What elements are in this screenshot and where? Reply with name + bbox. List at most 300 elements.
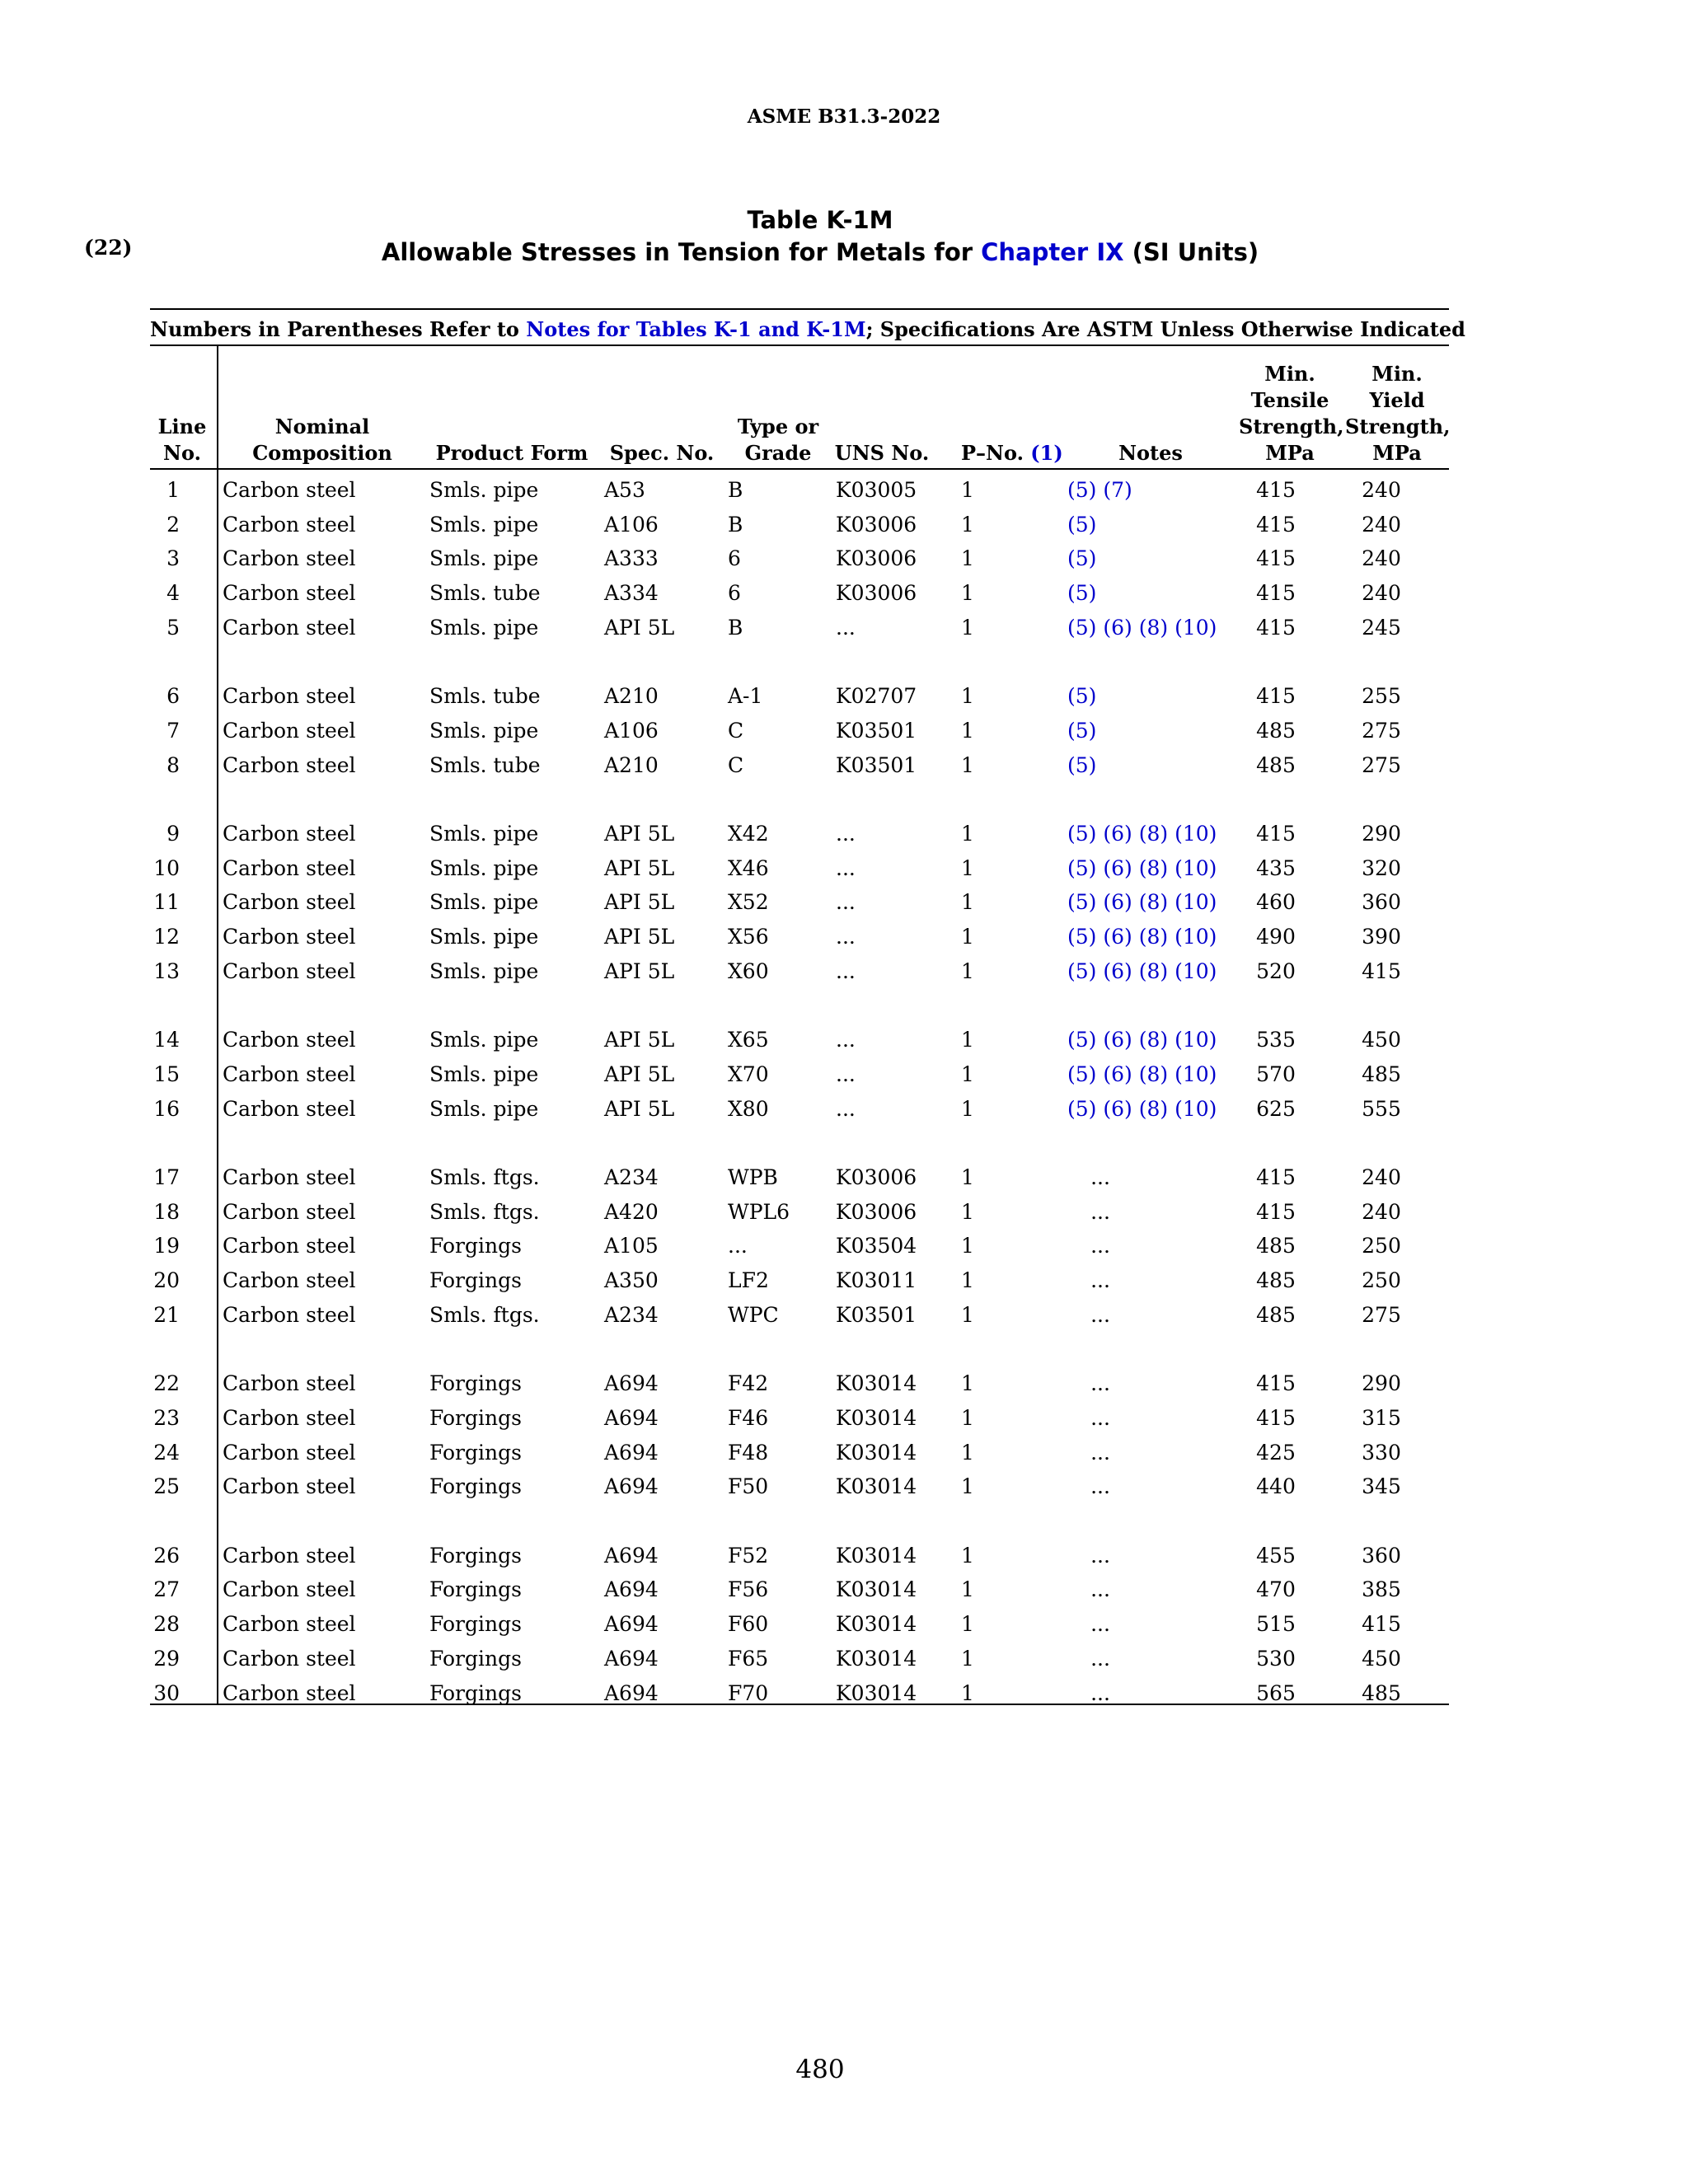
nominal-composition-cell: Carbon steel xyxy=(223,512,356,537)
line-number-cell: 24 xyxy=(153,1440,180,1465)
min-tensile-strength-cell: 470 xyxy=(1256,1577,1296,1602)
type-grade-cell: X65 xyxy=(728,1028,769,1052)
nominal-composition-cell: Carbon steel xyxy=(223,1268,356,1293)
min-yield-strength-cell: 485 xyxy=(1362,1680,1401,1705)
type-grade-cell: F56 xyxy=(728,1577,769,1602)
type-grade-cell: WPC xyxy=(728,1302,779,1327)
spec-number-cell: API 5L xyxy=(604,1028,675,1052)
p-number-cell: 1 xyxy=(961,512,974,537)
nominal-composition-cell: Carbon steel xyxy=(223,1680,356,1705)
uns-number-cell: K03014 xyxy=(836,1646,917,1671)
notes-cell: ... xyxy=(1090,1371,1110,1396)
min-yield-strength-cell: 415 xyxy=(1362,958,1401,983)
product-form-cell: Forgings xyxy=(429,1268,522,1293)
p-number-cell: 1 xyxy=(961,1371,974,1396)
spec-number-cell: API 5L xyxy=(604,615,675,640)
min-yield-strength-cell: 315 xyxy=(1362,1405,1401,1430)
table-row xyxy=(150,955,1449,988)
min-tensile-strength-cell: 485 xyxy=(1256,718,1296,743)
min-yield-strength-cell: 240 xyxy=(1362,1165,1401,1189)
nominal-composition-cell: Carbon steel xyxy=(223,1612,356,1637)
line-number-cell: 6 xyxy=(166,684,180,709)
product-form-cell: Smls. pipe xyxy=(429,822,539,846)
nominal-composition-cell: Carbon steel xyxy=(223,822,356,846)
header-notes: Notes xyxy=(1118,441,1183,465)
nominal-composition-cell: Carbon steel xyxy=(223,1199,356,1224)
spec-number-cell: A234 xyxy=(604,1302,659,1327)
chapter-link[interactable]: Chapter IX xyxy=(981,238,1124,266)
notes-cell[interactable]: (5) (6) (8) (10) xyxy=(1067,890,1217,915)
min-tensile-strength-cell: 485 xyxy=(1256,752,1296,777)
spec-number-cell: A694 xyxy=(604,1680,659,1705)
p-number-cell: 1 xyxy=(961,615,974,640)
type-grade-cell: F60 xyxy=(728,1612,769,1637)
product-form-cell: Forgings xyxy=(429,1577,522,1602)
p-number-cell: 1 xyxy=(961,1440,974,1465)
min-tensile-strength-cell: 415 xyxy=(1256,512,1296,537)
p-number-cell: 1 xyxy=(961,1474,974,1499)
spec-number-cell: A106 xyxy=(604,512,659,537)
spec-number-cell: A234 xyxy=(604,1165,659,1189)
spec-number-cell: API 5L xyxy=(604,1062,675,1086)
spec-number-cell: A350 xyxy=(604,1268,659,1293)
uns-number-cell: K03014 xyxy=(836,1577,917,1602)
type-grade-cell: X56 xyxy=(728,925,769,949)
header-product-form: Product Form xyxy=(435,441,588,465)
caption-suffix: ; Specifications Are ASTM Unless Otherwise Indicated xyxy=(865,317,1465,341)
product-form-cell: Forgings xyxy=(429,1612,522,1637)
type-grade-cell: A-1 xyxy=(728,684,763,709)
notes-cell[interactable]: (5) (6) (8) (10) xyxy=(1067,822,1217,846)
notes-cell[interactable]: (5) xyxy=(1067,581,1097,606)
product-form-cell: Smls. ftgs. xyxy=(429,1165,540,1189)
table-title-prefix: Allowable Stresses in Tension for Metals for xyxy=(381,238,982,266)
min-yield-strength-cell: 240 xyxy=(1362,546,1401,571)
uns-number-cell: K02707 xyxy=(836,684,917,709)
notes-cell[interactable]: (5) (7) xyxy=(1067,478,1132,502)
min-tensile-strength-cell: 565 xyxy=(1256,1680,1296,1705)
min-tensile-strength-cell: 485 xyxy=(1256,1268,1296,1293)
min-tensile-strength-cell: 485 xyxy=(1256,1234,1296,1258)
notes-cell[interactable]: (5) (6) (8) (10) xyxy=(1067,1028,1217,1052)
uns-number-cell: ... xyxy=(836,958,856,983)
table-row xyxy=(150,1367,1449,1400)
header-line-no: Line No. xyxy=(157,415,207,465)
notes-cell[interactable]: (5) xyxy=(1067,546,1097,571)
p-number-cell: 1 xyxy=(961,958,974,983)
product-form-cell: Smls. pipe xyxy=(429,478,539,502)
type-grade-cell: LF2 xyxy=(728,1268,769,1293)
table-row xyxy=(150,1573,1449,1606)
table-number: Table K-1M xyxy=(747,206,893,234)
caption-prefix: Numbers in Parentheses Refer to xyxy=(150,317,527,341)
table-row xyxy=(150,1058,1449,1091)
table-row xyxy=(150,509,1449,541)
table-row xyxy=(150,1161,1449,1194)
product-form-cell: Smls. pipe xyxy=(429,1062,539,1086)
min-yield-strength-cell: 485 xyxy=(1362,1062,1401,1086)
min-yield-strength-cell: 320 xyxy=(1362,855,1401,880)
line-number-cell: 16 xyxy=(153,1096,180,1121)
nominal-composition-cell: Carbon steel xyxy=(223,752,356,777)
notes-cell[interactable]: (5) xyxy=(1067,718,1097,743)
spec-number-cell: A105 xyxy=(604,1234,659,1258)
uns-number-cell: K03014 xyxy=(836,1405,917,1430)
notes-cell: ... xyxy=(1090,1199,1110,1224)
min-tensile-strength-cell: 425 xyxy=(1256,1440,1296,1465)
min-tensile-strength-cell: 415 xyxy=(1256,1371,1296,1396)
min-tensile-strength-cell: 435 xyxy=(1256,855,1296,880)
nominal-composition-cell: Carbon steel xyxy=(223,1028,356,1052)
min-tensile-strength-cell: 520 xyxy=(1256,958,1296,983)
header-yield: Min. Yield Strength, MPa xyxy=(1345,362,1451,465)
nominal-composition-cell: Carbon steel xyxy=(223,1577,356,1602)
type-grade-cell: B xyxy=(728,615,743,640)
nominal-composition-cell: Carbon steel xyxy=(223,855,356,880)
p-number-cell: 1 xyxy=(961,1165,974,1189)
uns-number-cell: ... xyxy=(836,1028,856,1052)
min-yield-strength-cell: 290 xyxy=(1362,1371,1401,1396)
min-tensile-strength-cell: 530 xyxy=(1256,1646,1296,1671)
p-number-cell: 1 xyxy=(961,1646,974,1671)
table-row xyxy=(150,818,1449,851)
notes-cell: ... xyxy=(1090,1612,1110,1637)
spec-number-cell: API 5L xyxy=(604,855,675,880)
table-top-rule xyxy=(150,308,1449,310)
product-form-cell: Forgings xyxy=(429,1474,522,1499)
notes-cell[interactable]: (5) (6) (8) (10) xyxy=(1067,958,1217,983)
uns-number-cell: ... xyxy=(836,1096,856,1121)
nominal-composition-cell: Carbon steel xyxy=(223,1474,356,1499)
min-tensile-strength-cell: 415 xyxy=(1256,822,1296,846)
product-form-cell: Forgings xyxy=(429,1680,522,1705)
notes-cell: ... xyxy=(1090,1268,1110,1293)
nominal-composition-cell: Carbon steel xyxy=(223,684,356,709)
min-yield-strength-cell: 450 xyxy=(1362,1028,1401,1052)
uns-number-cell: K03006 xyxy=(836,1199,917,1224)
product-form-cell: Smls. pipe xyxy=(429,855,539,880)
product-form-cell: Smls. pipe xyxy=(429,1096,539,1121)
min-yield-strength-cell: 390 xyxy=(1362,925,1401,949)
line-number-cell: 15 xyxy=(153,1062,180,1086)
nominal-composition-cell: Carbon steel xyxy=(223,1405,356,1430)
nominal-composition-cell: Carbon steel xyxy=(223,478,356,502)
nominal-composition-cell: Carbon steel xyxy=(223,1646,356,1671)
type-grade-cell: F42 xyxy=(728,1371,769,1396)
uns-number-cell: ... xyxy=(836,1062,856,1086)
min-tensile-strength-cell: 570 xyxy=(1256,1062,1296,1086)
product-form-cell: Forgings xyxy=(429,1646,522,1671)
notes-cell[interactable]: (5) (6) (8) (10) xyxy=(1067,855,1217,880)
table-bottom-rule xyxy=(150,1704,1449,1705)
uns-number-cell: K03014 xyxy=(836,1474,917,1499)
p-number-cell: 1 xyxy=(961,1302,974,1327)
running-head: ASME B31.3-2022 xyxy=(747,105,941,128)
p-number-cell: 1 xyxy=(961,1199,974,1224)
min-tensile-strength-cell: 440 xyxy=(1256,1474,1296,1499)
nominal-composition-cell: Carbon steel xyxy=(223,581,356,606)
min-tensile-strength-cell: 415 xyxy=(1256,1405,1296,1430)
uns-number-cell: K03501 xyxy=(836,752,917,777)
header-composition: Nominal Composition xyxy=(252,415,392,465)
uns-number-cell: K03006 xyxy=(836,546,917,571)
table-row xyxy=(150,680,1449,713)
p-number-cell: 1 xyxy=(961,752,974,777)
product-form-cell: Smls. ftgs. xyxy=(429,1302,540,1327)
p-number-cell: 1 xyxy=(961,1577,974,1602)
uns-number-cell: K03501 xyxy=(836,1302,917,1327)
spec-number-cell: A694 xyxy=(604,1371,659,1396)
notes-cell[interactable]: (5) (6) (8) (10) xyxy=(1067,1062,1217,1086)
line-number-cell: 27 xyxy=(153,1577,180,1602)
p-number-cell: 1 xyxy=(961,890,974,915)
min-tensile-strength-cell: 625 xyxy=(1256,1096,1296,1121)
uns-number-cell: K03014 xyxy=(836,1612,917,1637)
min-yield-strength-cell: 330 xyxy=(1362,1440,1401,1465)
notes-link[interactable]: Notes for Tables K-1 and K-1M xyxy=(526,317,866,341)
nominal-composition-cell: Carbon steel xyxy=(223,1096,356,1121)
min-tensile-strength-cell: 415 xyxy=(1256,546,1296,571)
notes-cell: ... xyxy=(1090,1543,1110,1568)
p-number-cell: 1 xyxy=(961,1543,974,1568)
line-number-cell: 29 xyxy=(153,1646,180,1671)
notes-cell: ... xyxy=(1090,1646,1110,1671)
notes-cell[interactable]: (5) (6) (8) (10) xyxy=(1067,615,1217,640)
uns-number-cell: K03006 xyxy=(836,512,917,537)
table-row xyxy=(150,1436,1449,1469)
nominal-composition-cell: Carbon steel xyxy=(223,958,356,983)
table-title-suffix: (SI Units) xyxy=(1123,238,1259,266)
min-tensile-strength-cell: 515 xyxy=(1256,1612,1296,1637)
type-grade-cell: B xyxy=(728,478,743,502)
p-number-cell: 1 xyxy=(961,684,974,709)
min-yield-strength-cell: 275 xyxy=(1362,718,1401,743)
uns-number-cell: K03014 xyxy=(836,1371,917,1396)
product-form-cell: Smls. tube xyxy=(429,684,541,709)
uns-number-cell: ... xyxy=(836,822,856,846)
header-tensile: Min. Tensile Strength, MPa xyxy=(1239,362,1344,465)
nominal-composition-cell: Carbon steel xyxy=(223,546,356,571)
nominal-composition-cell: Carbon steel xyxy=(223,1440,356,1465)
table-title xyxy=(0,238,1640,266)
p-number-cell: 1 xyxy=(961,1062,974,1086)
product-form-cell: Smls. pipe xyxy=(429,890,539,915)
header-grade: Type or Grade xyxy=(737,415,819,465)
spec-number-cell: A210 xyxy=(604,752,659,777)
table-row xyxy=(150,1196,1449,1229)
product-form-cell: Forgings xyxy=(429,1234,522,1258)
table-row xyxy=(150,886,1449,919)
table-row xyxy=(150,1299,1449,1332)
product-form-cell: Forgings xyxy=(429,1371,522,1396)
min-yield-strength-cell: 345 xyxy=(1362,1474,1401,1499)
uns-number-cell: K03014 xyxy=(836,1543,917,1568)
type-grade-cell: WPL6 xyxy=(728,1199,790,1224)
type-grade-cell: C xyxy=(728,718,744,743)
notes-cell[interactable]: (5) xyxy=(1067,752,1097,777)
p-number-cell: 1 xyxy=(961,1028,974,1052)
line-number-cell: 20 xyxy=(153,1268,180,1293)
notes-cell: ... xyxy=(1090,1234,1110,1258)
nominal-composition-cell: Carbon steel xyxy=(223,1062,356,1086)
line-number-cell: 8 xyxy=(166,752,180,777)
table-row xyxy=(150,1264,1449,1297)
uns-number-cell: ... xyxy=(836,925,856,949)
min-tensile-strength-cell: 460 xyxy=(1256,890,1296,915)
notes-cell[interactable]: (5) (6) (8) (10) xyxy=(1067,1096,1217,1121)
type-grade-cell: ... xyxy=(728,1234,748,1258)
min-tensile-strength-cell: 535 xyxy=(1256,1028,1296,1052)
table-row xyxy=(150,921,1449,954)
line-number-cell: 3 xyxy=(166,546,180,571)
table-row xyxy=(150,1643,1449,1675)
uns-number-cell: K03501 xyxy=(836,718,917,743)
line-number-cell: 11 xyxy=(153,890,180,915)
line-number-cell: 22 xyxy=(153,1371,180,1396)
min-tensile-strength-cell: 415 xyxy=(1256,615,1296,640)
p-number-cell: 1 xyxy=(961,1096,974,1121)
nominal-composition-cell: Carbon steel xyxy=(223,890,356,915)
p-number-cell: 1 xyxy=(961,822,974,846)
min-yield-strength-cell: 255 xyxy=(1362,684,1401,709)
table-row xyxy=(150,852,1449,885)
notes-cell: ... xyxy=(1090,1474,1110,1499)
p-number-cell: 1 xyxy=(961,1234,974,1258)
line-number-cell: 5 xyxy=(166,615,180,640)
min-tensile-strength-cell: 415 xyxy=(1256,1165,1296,1189)
table-row xyxy=(150,1608,1449,1641)
type-grade-cell: 6 xyxy=(728,546,741,571)
type-grade-cell: B xyxy=(728,512,743,537)
line-number-cell: 4 xyxy=(166,581,180,606)
type-grade-cell: F52 xyxy=(728,1543,769,1568)
p-number-cell: 1 xyxy=(961,1612,974,1637)
product-form-cell: Smls. pipe xyxy=(429,925,539,949)
caption-rule xyxy=(150,344,1449,346)
spec-number-cell: A694 xyxy=(604,1543,659,1568)
product-form-cell: Smls. pipe xyxy=(429,615,539,640)
notes-cell[interactable]: (5) (6) (8) (10) xyxy=(1067,925,1217,949)
uns-number-cell: ... xyxy=(836,615,856,640)
line-number-cell: 17 xyxy=(153,1165,180,1189)
product-form-cell: Smls. tube xyxy=(429,581,541,606)
min-yield-strength-cell: 240 xyxy=(1362,581,1401,606)
table-row xyxy=(150,1470,1449,1503)
table-row xyxy=(150,542,1449,575)
min-yield-strength-cell: 275 xyxy=(1362,752,1401,777)
spec-number-cell: A53 xyxy=(604,478,645,502)
min-yield-strength-cell: 360 xyxy=(1362,890,1401,915)
type-grade-cell: 6 xyxy=(728,581,741,606)
line-number-cell: 28 xyxy=(153,1612,180,1637)
nominal-composition-cell: Carbon steel xyxy=(223,718,356,743)
min-yield-strength-cell: 240 xyxy=(1362,512,1401,537)
header-spec-no: Spec. No. xyxy=(609,441,715,465)
min-yield-strength-cell: 555 xyxy=(1362,1096,1401,1121)
line-number-cell: 19 xyxy=(153,1234,180,1258)
type-grade-cell: WPB xyxy=(728,1165,778,1189)
product-form-cell: Forgings xyxy=(429,1405,522,1430)
type-grade-cell: F50 xyxy=(728,1474,769,1499)
min-tensile-strength-cell: 490 xyxy=(1256,925,1296,949)
line-number-cell: 23 xyxy=(153,1405,180,1430)
type-grade-cell: X80 xyxy=(728,1096,769,1121)
p-number-cell: 1 xyxy=(961,581,974,606)
line-number-cell: 26 xyxy=(153,1543,180,1568)
uns-number-cell: ... xyxy=(836,890,856,915)
notes-cell: ... xyxy=(1090,1440,1110,1465)
spec-number-cell: A333 xyxy=(604,546,659,571)
uns-number-cell: K03011 xyxy=(836,1268,917,1293)
p-number-cell: 1 xyxy=(961,1680,974,1705)
nominal-composition-cell: Carbon steel xyxy=(223,925,356,949)
nominal-composition-cell: Carbon steel xyxy=(223,1234,356,1258)
revision-mark: (22) xyxy=(84,236,133,260)
nominal-composition-cell: Carbon steel xyxy=(223,1371,356,1396)
spec-number-cell: A106 xyxy=(604,718,659,743)
product-form-cell: Smls. ftgs. xyxy=(429,1199,540,1224)
line-number-cell: 1 xyxy=(166,478,180,502)
product-form-cell: Smls. pipe xyxy=(429,718,539,743)
product-form-cell: Forgings xyxy=(429,1440,522,1465)
page-number: 480 xyxy=(795,2055,845,2084)
min-yield-strength-cell: 250 xyxy=(1362,1268,1401,1293)
type-grade-cell: X42 xyxy=(728,822,769,846)
table-row xyxy=(150,474,1449,507)
table-row xyxy=(150,749,1449,782)
type-grade-cell: X52 xyxy=(728,890,769,915)
spec-number-cell: A694 xyxy=(604,1612,659,1637)
product-form-cell: Smls. pipe xyxy=(429,512,539,537)
line-number-cell: 7 xyxy=(166,718,180,743)
notes-cell: ... xyxy=(1090,1680,1110,1705)
spec-number-cell: API 5L xyxy=(604,958,675,983)
type-grade-cell: F48 xyxy=(728,1440,769,1465)
product-form-cell: Smls. pipe xyxy=(429,958,539,983)
header-pno: P–No. (1) xyxy=(961,441,1063,465)
uns-number-cell: K03504 xyxy=(836,1234,917,1258)
pno-note-link[interactable]: (1) xyxy=(1030,441,1063,465)
notes-cell[interactable]: (5) xyxy=(1067,512,1097,537)
notes-cell: ... xyxy=(1090,1405,1110,1430)
table-row xyxy=(150,577,1449,610)
nominal-composition-cell: Carbon steel xyxy=(223,1302,356,1327)
nominal-composition-cell: Carbon steel xyxy=(223,1165,356,1189)
min-yield-strength-cell: 240 xyxy=(1362,1199,1401,1224)
product-form-cell: Smls. pipe xyxy=(429,1028,539,1052)
min-tensile-strength-cell: 415 xyxy=(1256,684,1296,709)
spec-number-cell: A334 xyxy=(604,581,659,606)
p-number-cell: 1 xyxy=(961,925,974,949)
min-yield-strength-cell: 245 xyxy=(1362,615,1401,640)
min-yield-strength-cell: 275 xyxy=(1362,1302,1401,1327)
table-row xyxy=(150,1093,1449,1126)
type-grade-cell: F46 xyxy=(728,1405,769,1430)
spec-number-cell: A694 xyxy=(604,1440,659,1465)
type-grade-cell: F70 xyxy=(728,1680,769,1705)
uns-number-cell: ... xyxy=(836,855,856,880)
line-number-cell: 2 xyxy=(166,512,180,537)
min-yield-strength-cell: 360 xyxy=(1362,1543,1401,1568)
type-grade-cell: X60 xyxy=(728,958,769,983)
notes-cell[interactable]: (5) xyxy=(1067,684,1097,709)
product-form-cell: Smls. pipe xyxy=(429,546,539,571)
table-row xyxy=(150,1230,1449,1263)
line-number-cell: 12 xyxy=(153,925,180,949)
min-yield-strength-cell: 240 xyxy=(1362,478,1401,502)
p-number-cell: 1 xyxy=(961,546,974,571)
table-row xyxy=(150,612,1449,644)
